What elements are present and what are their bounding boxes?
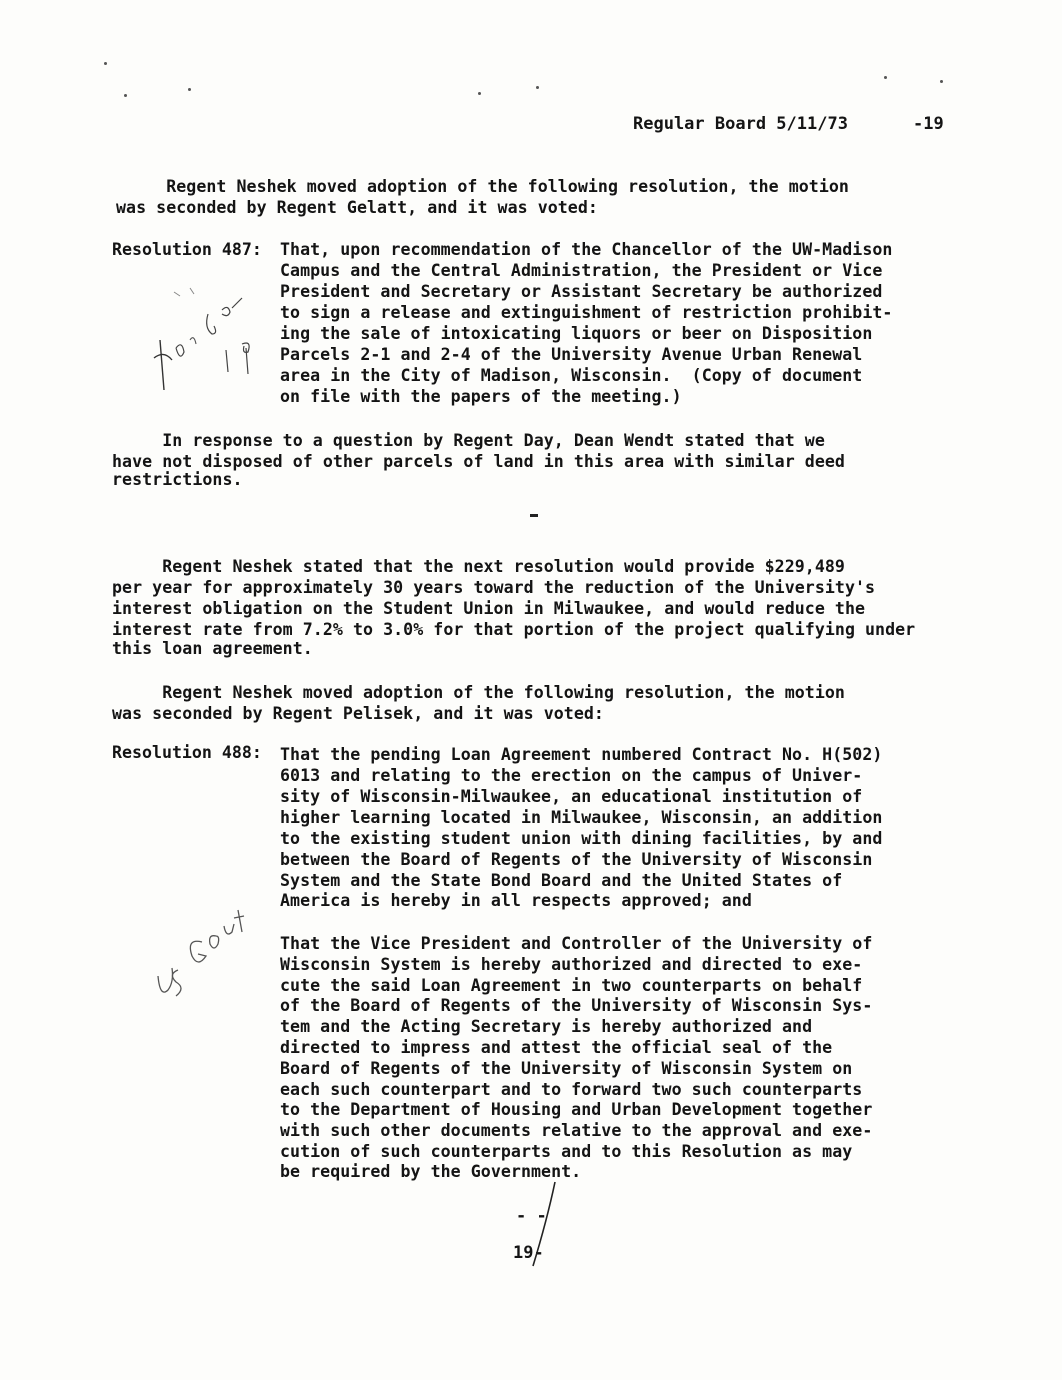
text-line: ing the sale of intoxicating liquors or beer on Disposition xyxy=(280,324,873,343)
text-line: to sign a release and extinguishment of restriction prohibit- xyxy=(280,303,893,322)
text-line: this loan agreement. xyxy=(112,639,313,658)
text-line: on file with the papers of the meeting.) xyxy=(280,387,682,406)
text-line: interest obligation on the Student Union in Milwaukee, and would reduce the xyxy=(112,599,866,618)
text-line: sity of Wisconsin-Milwaukee, an educational institution of xyxy=(280,787,863,806)
text-line: interest rate from 7.2% to 3.0% for that portion of the project qualifying under xyxy=(112,620,916,639)
text-line: Regent Neshek moved adoption of the following resolution, the motion xyxy=(112,683,845,702)
handwritten-notes-icon xyxy=(150,280,270,400)
resolution-label: Resolution 487: xyxy=(112,240,262,259)
text-line: area in the City of Madison, Wisconsin. (Copy of document xyxy=(280,366,863,385)
text-line: be required by the Government. xyxy=(280,1162,582,1181)
text-line: to the existing student union with dining facilities, by and xyxy=(280,829,883,848)
scan-speck xyxy=(188,88,191,91)
text-line: Regent Neshek stated that the next resolution would provide $229,489 xyxy=(112,557,845,576)
scan-speck xyxy=(940,80,943,83)
text-line: That, upon recommendation of the Chancellor of the UW-Madison xyxy=(280,240,893,259)
text-line: per year for approximately 30 years toward the reduction of the University's xyxy=(112,578,876,597)
text-line: America is hereby in all respects approved; and xyxy=(280,891,752,910)
text-line: Parcels 2-1 and 2-4 of the University Avenue Urban Renewal xyxy=(280,345,863,364)
text-line: to the Department of Housing and Urban Development together xyxy=(280,1100,873,1119)
footer-mark: - - xyxy=(516,1206,547,1226)
text-line: tem and the Acting Secretary is hereby authorized and xyxy=(280,1017,813,1036)
text-line: 6013 and relating to the erection on the campus of Univer- xyxy=(280,766,863,785)
text-line: directed to impress and attest the official seal of the xyxy=(280,1038,833,1057)
text-line: each such counterpart and to forward two such counterparts xyxy=(280,1080,863,1099)
page-header-title: Regular Board 5/11/73 xyxy=(633,114,848,134)
text-line: was seconded by Regent Gelatt, and it was voted: xyxy=(116,198,598,217)
text-line: President and Secretary or Assistant Secretary be authorized xyxy=(280,282,883,301)
text-line: cution of such counterparts and to this Resolution as may xyxy=(280,1142,853,1161)
text-line: In response to a question by Regent Day, Dean Wendt stated that we xyxy=(112,431,825,450)
scan-speck xyxy=(884,76,887,79)
text-line: System and the State Bond Board and the United States of xyxy=(280,871,843,890)
handwritten-slash-icon xyxy=(525,1180,565,1270)
text-line: was seconded by Regent Pelisek, and it was voted: xyxy=(112,704,604,723)
footer-page-number: 19- xyxy=(513,1243,544,1263)
text-line: Wisconsin System is hereby authorized and directed to exe- xyxy=(280,955,863,974)
text-line: cute the said Loan Agreement in two counterparts on behalf xyxy=(280,976,863,995)
text-line: That the pending Loan Agreement numbered Contract No. H(502) xyxy=(280,745,883,764)
section-separator xyxy=(530,514,538,517)
text-line: with such other documents relative to the approval and exe- xyxy=(280,1121,873,1140)
resolution-label: Resolution 488: xyxy=(112,743,262,762)
scan-speck xyxy=(478,92,481,95)
text-line: That the Vice President and Controller of the University of xyxy=(280,934,873,953)
handwritten-notes-icon xyxy=(150,900,260,1010)
text-line: Campus and the Central Administration, the President or Vice xyxy=(280,261,883,280)
text-line: Regent Neshek moved adoption of the following resolution, the motion xyxy=(116,177,849,196)
text-line: of the Board of Regents of the University of Wisconsin Sys- xyxy=(280,996,873,1015)
scan-speck xyxy=(124,94,127,97)
text-line: restrictions. xyxy=(112,470,243,489)
scan-speck xyxy=(536,86,539,89)
text-line: Board of Regents of the University of Wisconsin System on xyxy=(280,1059,853,1078)
text-line: between the Board of Regents of the University of Wisconsin xyxy=(280,850,873,869)
scan-speck xyxy=(104,62,107,65)
text-line: have not disposed of other parcels of land in this area with similar deed xyxy=(112,452,845,471)
page-header-number: -19 xyxy=(913,114,944,134)
text-line: higher learning located in Milwaukee, Wisconsin, an addition xyxy=(280,808,883,827)
